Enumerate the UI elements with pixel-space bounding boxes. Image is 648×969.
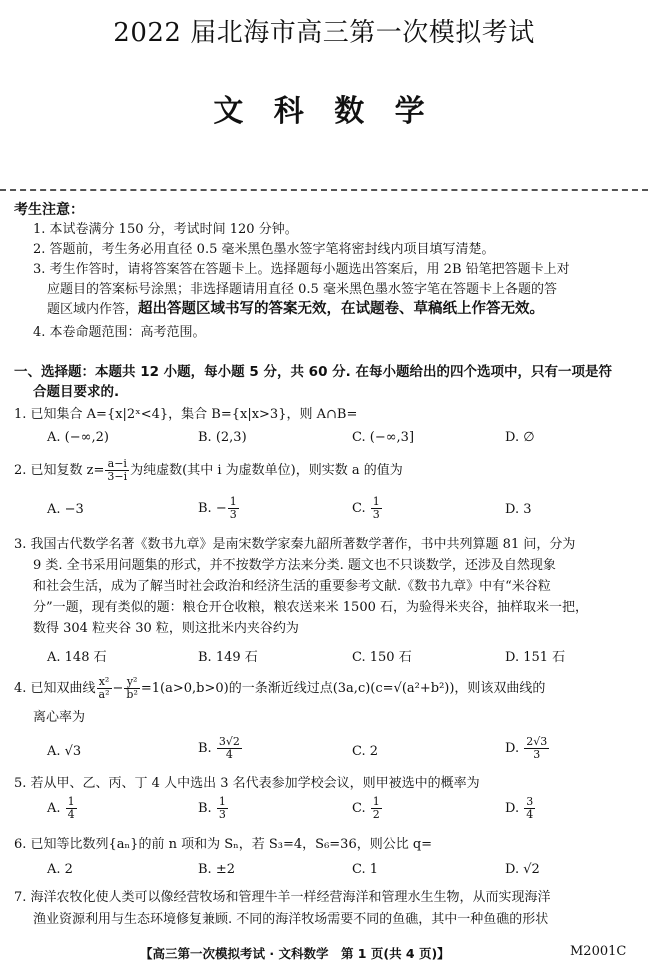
paper-code: M2001C xyxy=(570,944,627,959)
exam-title: 2022 届北海市高三第一次模拟考试 xyxy=(113,18,535,48)
q2-option-b xyxy=(198,496,240,521)
question-3-line-4: 分”一题，现有类似的题：粮仓开仓收粮，粮农送来米 1500 石，为验得米夹谷，抽样取米一把， xyxy=(33,600,588,615)
q4-option-d-frac xyxy=(524,736,549,761)
seal-divider xyxy=(0,189,648,191)
notice-item-3-end xyxy=(47,301,544,318)
q4-stem-pre: 4. 已知双曲线 xyxy=(14,681,96,696)
notice-item-3-cont: 应题目的答案标号涂黑；非选择题请用直径 0.5 毫米黑色墨水签字笔在答题卡上各题的答 xyxy=(47,282,557,297)
q5-option-b-frac xyxy=(217,796,228,821)
notice-emphasis: 超出答题区域书写的答案无效，在试题卷、草稿纸上作答无效。 xyxy=(138,301,545,317)
q4-frac-y-den: b² xyxy=(126,688,138,701)
q4-option-b-pre: B. xyxy=(198,741,216,756)
q2-option-c-pre: C. xyxy=(352,501,370,516)
subject-title: 文 科 数 学 xyxy=(213,94,435,129)
q5-a-num: 1 xyxy=(67,795,75,808)
q4-d-den: 3 xyxy=(533,748,541,761)
q5-c-num: 1 xyxy=(372,795,380,808)
q2-c-den: 3 xyxy=(372,508,380,521)
q4-b-den: 4 xyxy=(225,748,233,761)
q5-option-b xyxy=(198,796,229,821)
q5-b-num: 1 xyxy=(218,795,226,808)
q5-option-c-frac xyxy=(371,796,382,821)
q2-option-b-frac xyxy=(228,496,239,521)
question-3-line-3: 和社会生活，成为了解当时社会政治和经济生活的重要参考文献.《数书九章》中有“米谷粒 xyxy=(33,579,551,594)
q4-option-d xyxy=(505,736,550,761)
question-4-line-2: 离心率为 xyxy=(33,710,86,725)
q6-option-b: B. ±2 xyxy=(198,862,235,877)
q4-frac-x-num: x² xyxy=(97,676,112,689)
question-4-stem xyxy=(14,676,545,701)
q2-option-a: A. −3 xyxy=(47,502,84,517)
q5-b-den: 3 xyxy=(218,808,226,821)
q2-fraction-num: a−i xyxy=(105,458,129,471)
notice-item-1: 1. 本试卷满分 150 分，考试时间 120 分钟。 xyxy=(33,222,298,237)
q4-frac-y xyxy=(124,676,139,701)
q2-option-d: D. 3 xyxy=(505,502,532,517)
notice-item-2: 2. 答题前，考生务必用直径 0.5 毫米黑色墨水签字笔将密封线内项目填写清楚。 xyxy=(33,242,495,257)
notice-item-3-tail: 题区域内作答， xyxy=(47,302,139,317)
q4-option-b-frac xyxy=(217,736,242,761)
question-2-stem xyxy=(14,458,403,483)
q5-option-d-pre: D. xyxy=(505,801,524,816)
q2-stem-pre: 2. 已知复数 z= xyxy=(14,463,105,478)
q6-option-a: A. 2 xyxy=(47,862,73,877)
q3-option-d: D. 151 石 xyxy=(505,650,566,665)
question-3-line-2: 9 类. 全书采用问题集的形式，并不按数学方法来分类. 题文也不只谈数学，还涉及自然现象 xyxy=(33,558,556,573)
q1-option-d: D. ∅ xyxy=(505,430,535,445)
q4-option-b xyxy=(198,736,243,761)
q4-d-num: 2√3 xyxy=(526,735,548,748)
q5-d-den: 4 xyxy=(526,808,534,821)
q2-option-c xyxy=(352,496,383,521)
question-7-line-1: 7. 海洋农牧化使人类可以像经营牧场和管理牛羊一样经营海洋和管理水生生物，从而实现海洋 xyxy=(14,890,551,905)
page-footer: 【高三第一次模拟考试 · 文科数学 第 1 页(共 4 页)】 xyxy=(140,946,450,961)
q5-c-den: 2 xyxy=(372,808,380,821)
question-3-line-5: 数得 304 粒夹谷 30 粒，则这批米内夹谷约为 xyxy=(33,621,299,636)
question-1-stem: 1. 已知集合 A={x|2ˣ<4}，集合 B={x|x>3}，则 A∩B= xyxy=(14,407,358,422)
q4-minus: − xyxy=(112,681,124,696)
q2-b-den: 3 xyxy=(229,508,237,521)
q5-a-den: 4 xyxy=(67,808,75,821)
notice-item-4: 4. 本卷命题范围：高考范围。 xyxy=(33,325,206,340)
question-7-line-2: 渔业资源利用与生态环境修复兼顾. 不同的海洋牧场需要不同的鱼礁，其中一种鱼礁的形状 xyxy=(33,912,549,927)
question-6-stem: 6. 已知等比数列{aₙ}的前 n 项和为 Sₙ，若 S₃=4，S₆=36，则公比 q= xyxy=(14,837,433,852)
section-heading: 一、选择题：本题共 12 小题，每小题 5 分，共 60 分. 在每小题给出的四个选项中，只有一项是符 xyxy=(14,364,612,380)
q4-frac-x xyxy=(97,676,112,701)
notice-heading: 考生注意： xyxy=(14,202,84,218)
q5-option-d xyxy=(505,796,536,821)
q2-fraction xyxy=(105,458,129,483)
q4-frac-y-num: y² xyxy=(124,676,139,689)
q4-option-a: A. √3 xyxy=(47,744,82,759)
question-5-stem: 5. 若从甲、乙、丙、丁 4 人中选出 3 名代表参加学校会议，则甲被选中的概率为 xyxy=(14,776,480,791)
section-heading-cont: 合题目要求的. xyxy=(33,384,120,400)
q5-d-num: 3 xyxy=(526,795,534,808)
q2-option-b-pre: B. − xyxy=(198,501,227,516)
q1-option-b: B. (2,3) xyxy=(198,430,247,445)
q3-option-c: C. 150 石 xyxy=(352,650,412,665)
q4-option-c: C. 2 xyxy=(352,744,379,759)
q6-option-c: C. 1 xyxy=(352,862,379,877)
q5-option-a-pre: A. xyxy=(47,801,65,816)
q6-option-d: D. √2 xyxy=(505,862,540,877)
q4-stem-post: =1(a>0,b>0)的一条渐近线过点(3a,c)(c=√(a²+b²))，则该双曲线的 xyxy=(140,681,546,696)
q3-option-b: B. 149 石 xyxy=(198,650,258,665)
q2-c-num: 1 xyxy=(372,495,380,508)
q4-b-num: 3√2 xyxy=(218,735,240,748)
q2-fraction-den: 3−i xyxy=(107,470,128,483)
q2-stem-post: 为纯虚数(其中 i 为虚数单位)，则实数 a 的值为 xyxy=(130,463,403,478)
q5-option-c xyxy=(352,796,383,821)
q2-b-num: 1 xyxy=(229,495,237,508)
q2-option-c-frac xyxy=(371,496,382,521)
q5-option-a-frac xyxy=(66,796,77,821)
q1-option-a: A. (−∞,2) xyxy=(47,430,109,445)
q4-frac-x-den: a² xyxy=(98,688,110,701)
notice-item-3: 3. 考生作答时，请将答案答在答题卡上。选择题每小题选出答案后，用 2B 铅笔把答题卡上对 xyxy=(33,262,570,277)
question-3-line-1: 3. 我国古代数学名著《数书九章》是南宋数学家秦九韶所著数学著作，书中共列算题 81 问，分为 xyxy=(14,537,576,552)
q1-option-c: C. (−∞,3] xyxy=(352,430,415,445)
q5-option-c-pre: C. xyxy=(352,801,370,816)
q4-option-d-pre: D. xyxy=(505,741,524,756)
q5-option-d-frac xyxy=(524,796,535,821)
q3-option-a: A. 148 石 xyxy=(47,650,107,665)
q5-option-a xyxy=(47,796,78,821)
q5-option-b-pre: B. xyxy=(198,801,216,816)
